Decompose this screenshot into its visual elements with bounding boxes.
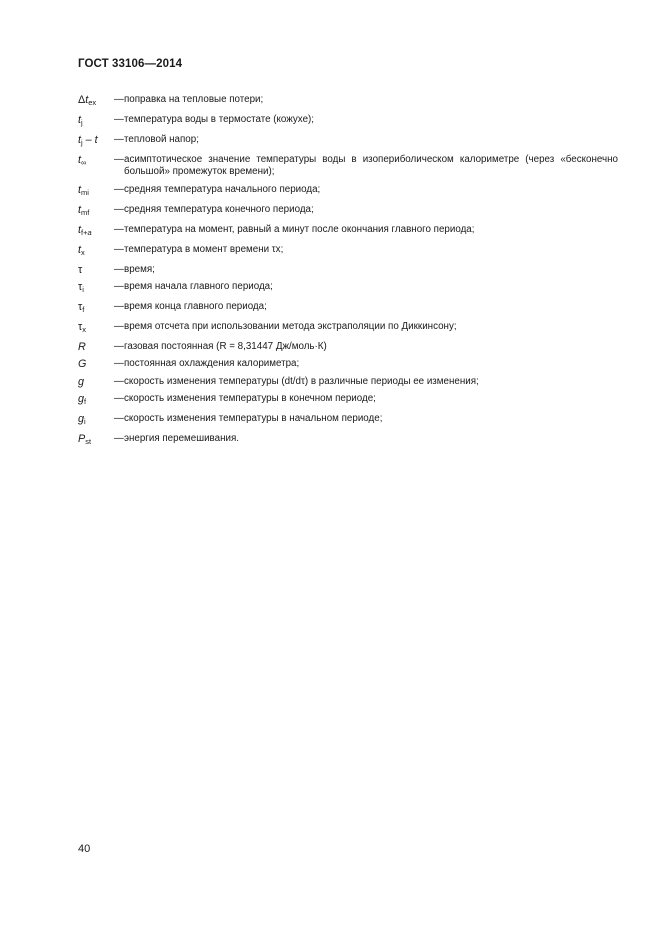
- page-number: 40: [78, 843, 91, 855]
- symbol: $g_f$: [78, 392, 87, 406]
- symbol: $t_j$: [78, 114, 83, 128]
- definition: скорость изменения температуры в конечном периоде;: [124, 392, 376, 404]
- symbol: G: [78, 358, 87, 371]
- symbol-row: [78, 358, 618, 370]
- definition: время;: [124, 263, 155, 275]
- dash: —: [114, 301, 124, 313]
- definition: скорость изменения температуры (dt/dτ) в различные периоды ее изменения;: [124, 375, 479, 387]
- symbol-row: [78, 413, 618, 428]
- symbol: g: [78, 375, 85, 388]
- definition: газовая постоянная (R = 8,31447 Дж/моль·К): [124, 341, 327, 353]
- symbol: $t_\infty$: [78, 154, 87, 168]
- dash: —: [114, 263, 124, 275]
- dash: —: [114, 223, 124, 235]
- dash: —: [114, 392, 124, 404]
- definition: постоянная охлаждения калориметра;: [124, 358, 300, 370]
- dash: —: [114, 375, 124, 387]
- symbol-row: [78, 301, 618, 316]
- definition: средняя температура конечного периода;: [124, 203, 314, 215]
- dash: —: [114, 281, 124, 293]
- symbol-row: [78, 154, 618, 178]
- definition: время конца главного периода;: [124, 301, 267, 313]
- symbol: $\tau_f$: [78, 301, 85, 315]
- definition: средняя температура начального периода;: [124, 183, 321, 195]
- symbol-row: [78, 341, 618, 353]
- symbol-row: [78, 393, 618, 408]
- symbol: $t_{mi}$: [78, 183, 89, 197]
- definition: тепловой напор;: [124, 134, 199, 146]
- symbol-row: [78, 94, 618, 109]
- definition: время начала главного периода;: [124, 281, 273, 293]
- symbol: R: [78, 341, 86, 354]
- dash: —: [114, 183, 124, 195]
- dash: —: [114, 321, 124, 333]
- dash: —: [114, 341, 124, 353]
- symbol: $g_i$: [78, 412, 86, 426]
- dash: —: [114, 432, 124, 444]
- symbol: $P_{st}$: [78, 432, 92, 446]
- symbol: τ: [78, 263, 83, 276]
- symbol-row: [78, 321, 618, 336]
- symbol: $\tau_i$: [78, 281, 84, 295]
- symbol-row: [78, 224, 618, 239]
- symbol-row: [78, 114, 618, 129]
- symbol-row: [78, 376, 618, 388]
- dash: —: [114, 412, 124, 424]
- dash: —: [114, 243, 124, 255]
- dash: —: [114, 203, 124, 215]
- definition: асимптотическое значение температуры воды в изопериболическом калориметре (через «бесконечно большой» промежуток времени);: [124, 154, 618, 178]
- symbol: $\tau_x$: [78, 321, 87, 335]
- symbol-row: [78, 244, 618, 259]
- dash: —: [114, 358, 124, 370]
- dash: —: [114, 154, 124, 166]
- definition: время отсчета при использовании метода экстраполяции по Диккинсону;: [124, 321, 457, 333]
- symbol: $t_{mf}$: [78, 203, 90, 217]
- symbol-row: [78, 433, 618, 448]
- definition: скорость изменения температуры в начальном периоде;: [124, 412, 383, 424]
- dash: —: [114, 134, 124, 146]
- dash: —: [114, 94, 124, 105]
- definition: поправка на тепловые потери;: [124, 94, 264, 105]
- dash: —: [114, 114, 124, 126]
- symbol-row: [78, 184, 618, 199]
- symbol: $\Delta t_{ex}$: [78, 94, 97, 107]
- symbols-list: [78, 94, 618, 453]
- symbol: $t_{f+a}$: [78, 223, 92, 237]
- symbol-row: [78, 134, 618, 149]
- symbol-row: [78, 204, 618, 219]
- symbol-row: [78, 281, 618, 296]
- document-header: ГОСТ 33106—2014: [78, 58, 183, 70]
- symbol: $t_j$ – t: [78, 134, 98, 148]
- symbol-row: [78, 264, 618, 276]
- definition: энергия перемешивания.: [124, 432, 239, 444]
- definition: температура воды в термостате (кожухе);: [124, 114, 315, 126]
- definition: температура на момент, равный a минут после окончания главного периода;: [124, 223, 475, 235]
- definition: температура в момент времени τx;: [124, 243, 284, 255]
- symbol: $t_x$: [78, 243, 85, 257]
